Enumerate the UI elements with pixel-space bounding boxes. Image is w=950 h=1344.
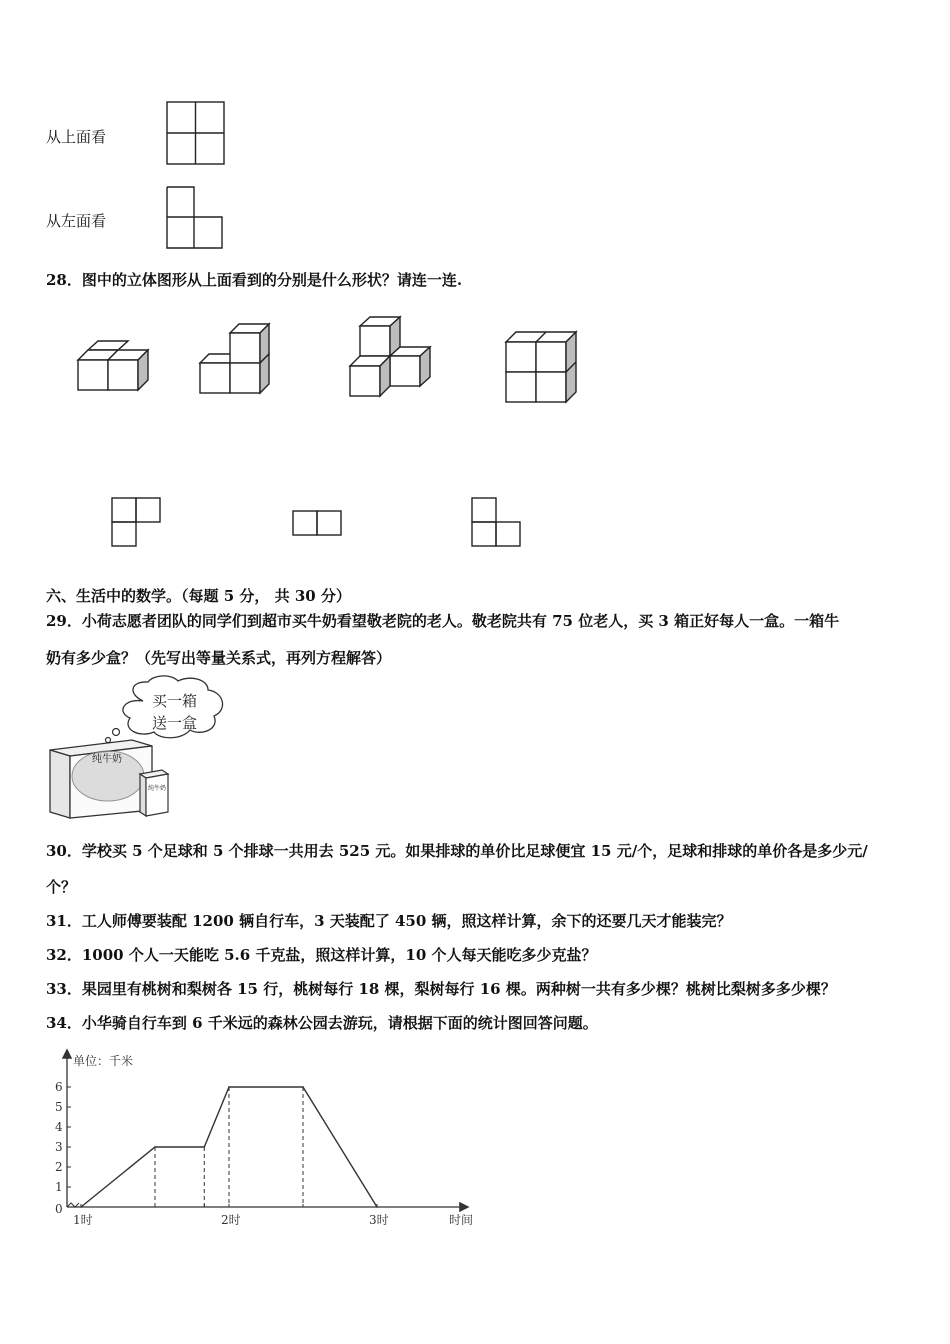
question-30-line-2: 个？ (46, 878, 77, 896)
milk-illustration (48, 676, 244, 822)
cube-figure-3 (348, 316, 434, 398)
view-shape-1 (111, 497, 163, 549)
y-tick-label: 4 (55, 1120, 63, 1134)
cloud-text-1: 买一箱 (152, 692, 198, 710)
view-shape-3 (471, 497, 523, 549)
cube-figure-1 (76, 340, 152, 394)
y-tick-label: 2 (55, 1160, 63, 1174)
x-tick-label: 2时 (221, 1213, 241, 1227)
top-view-label: 从上面看 (46, 128, 107, 146)
question-34: 34．小华骑自行车到 6 千米远的森林公园去游玩，请根据下面的统计图回答问题。 (46, 1014, 598, 1032)
question-28: 28．图中的立体图形从上面看到的分别是什么形状？请连一连. (46, 271, 463, 289)
question-31: 31．工人师傅要装配 1200 辆自行车，3 天装配了 450 辆，照这样计算，余下的还要几天才能装完？ (46, 912, 732, 930)
x-tick-label: 3时 (369, 1213, 389, 1227)
cube-figure-4 (504, 330, 580, 406)
data-point (228, 1086, 230, 1088)
data-point (154, 1146, 156, 1148)
y-tick-label: 1 (55, 1180, 63, 1194)
view-shape-2 (292, 510, 344, 538)
y-tick-label: 6 (55, 1080, 63, 1094)
left-view-label: 从左面看 (46, 212, 107, 230)
y-tick-label: 3 (55, 1140, 63, 1154)
left-view-figure (166, 186, 224, 250)
question-29-line-1: 29．小荷志愿者团队的同学们到超市买牛奶看望敬老院的老人。敬老院共有 75 位老人，买 3 箱正好每人一盒。一箱牛 (46, 612, 840, 630)
x-tick-label: 1时 (73, 1213, 93, 1227)
milk-box-label: 纯牛奶 (92, 754, 122, 765)
small-milk-label: 纯牛奶 (148, 785, 167, 792)
question-32: 32．1000 个人一天能吃 5.6 千克盐，照这样计算，10 个人每天能吃多少克盐？ (46, 946, 597, 964)
cube-figure-2 (198, 323, 272, 395)
section-6-heading: 六、生活中的数学。（每题 5 分， 共 30 分） (46, 587, 351, 605)
y-tick-label: 0 (55, 1202, 63, 1216)
question-33: 33．果园里有桃树和梨树各 15 行，桃树每行 18 棵，梨树每行 16 棵。两种树一共有多少棵？桃树比梨树多多少棵？ (46, 980, 836, 998)
question-29-line-2: 奶有多少盒？（先写出等量关系式，再列方程解答） (46, 649, 392, 667)
x-axis-label: 时间 (449, 1213, 474, 1227)
cloud-text-2: 送一盒 (152, 714, 198, 732)
y-tick-label: 5 (55, 1100, 63, 1114)
top-view-figure (166, 100, 226, 166)
data-point (203, 1146, 205, 1148)
data-point (302, 1086, 304, 1088)
y-axis-label: 单位：千米 (73, 1054, 134, 1068)
question-30-line-1: 30．学校买 5 个足球和 5 个排球一共用去 525 元。如果排球的单价比足球便宜 15 元/个，足球和排球的单价各是多少元/ (46, 842, 868, 860)
distance-time-chart (40, 1045, 490, 1235)
